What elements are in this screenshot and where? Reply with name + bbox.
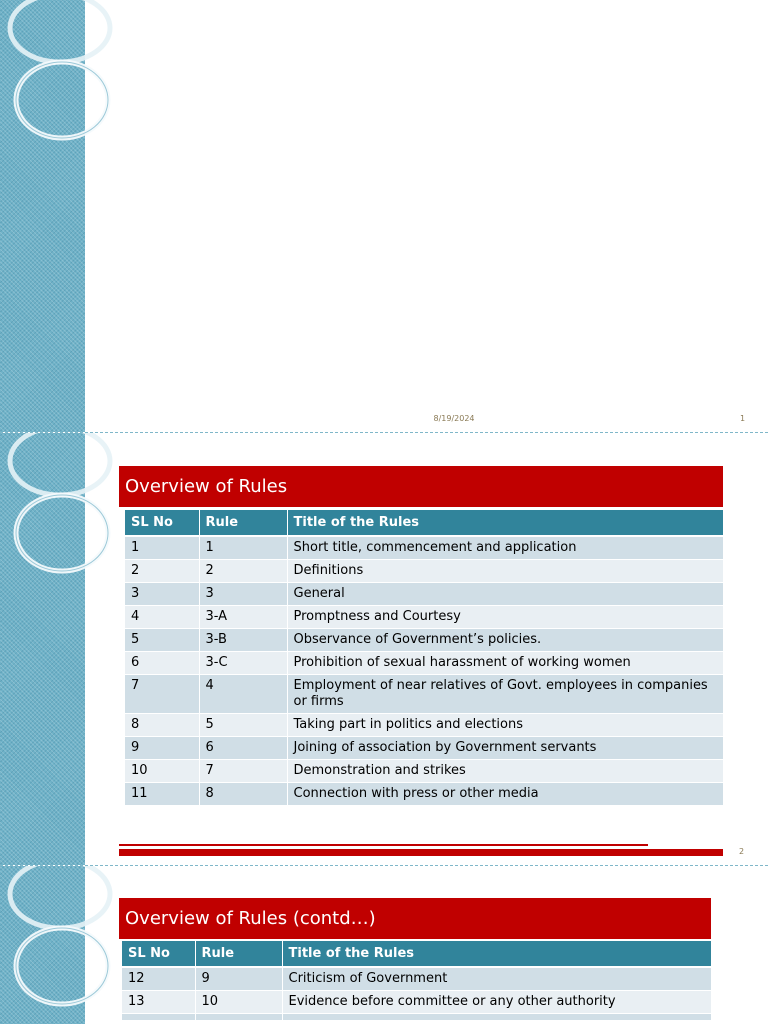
sl-no-cell: 8 [125,714,199,737]
slide-title: Overview of Rules (contd…) [119,898,711,939]
side-pattern-band [0,433,85,865]
table-row [125,737,723,760]
rule-cell: 6 [199,737,287,760]
rule-cell: 3-B [199,629,287,652]
title-cell: Employment of near relatives of Govt. employees in companies or firms [287,675,723,714]
rule-cell [195,1014,282,1021]
title-cell: Promptness and Courtesy [287,606,723,629]
rule-cell: 4 [199,675,287,714]
page-number: 2 [739,847,745,856]
sl-no-cell: 4 [125,606,199,629]
sl-no-cell: 6 [125,652,199,675]
side-pattern-band [0,866,85,1024]
table-header-row [122,941,711,967]
sl-no-cell: 1 [125,536,199,560]
title-cell: Short title, commencement and application [287,536,723,560]
rule-cell: 3-A [199,606,287,629]
slide-3 [0,866,768,1024]
ring-decoration-icon [0,0,120,432]
rule-cell: 3-C [199,652,287,675]
sl-no-cell [122,1014,195,1021]
footer-line [119,844,648,846]
rule-cell: 9 [195,967,282,991]
title-cell: Observance of Government’s policies. [287,629,723,652]
ring-decoration-icon [0,433,120,865]
table-row [125,583,723,606]
rules-table [125,510,723,806]
title-cell: Connection with press or other media [287,783,723,806]
sl-no-cell: 12 [122,967,195,991]
sl-no-cell: 3 [125,583,199,606]
title-cell: Prohibition of sexual harassment of working women [287,652,723,675]
table-row [122,1014,711,1021]
sl-no-cell: 9 [125,737,199,760]
rule-cell: 3 [199,583,287,606]
table-row [125,629,723,652]
table-row [125,560,723,583]
table-row [125,675,723,714]
column-header: SL No [122,941,195,967]
column-header: Rule [199,510,287,536]
column-header: Title of the Rules [287,510,723,536]
table-row [125,783,723,806]
table-row [125,714,723,737]
rule-cell: 8 [199,783,287,806]
ring-decoration-icon [0,866,120,1024]
table-row [125,606,723,629]
sl-no-cell: 7 [125,675,199,714]
column-header: SL No [125,510,199,536]
title-cell: Criticism of Government [282,967,711,991]
title-cell [282,1014,711,1021]
footer-date: 8/19/2024 [433,414,475,423]
table-row [125,536,723,560]
sl-no-cell: 2 [125,560,199,583]
rule-cell: 10 [195,991,282,1014]
sl-no-cell: 13 [122,991,195,1014]
sl-no-cell: 11 [125,783,199,806]
rules-table [122,941,711,1021]
title-cell: Evidence before committee or any other authority [282,991,711,1014]
rule-cell: 2 [199,560,287,583]
sl-no-cell: 5 [125,629,199,652]
slide-1 [0,0,768,432]
column-header: Title of the Rules [282,941,711,967]
title-cell: General [287,583,723,606]
title-cell: Definitions [287,560,723,583]
column-header: Rule [195,941,282,967]
table-row [125,652,723,675]
table-header-row [125,510,723,536]
page-number: 1 [740,414,746,423]
footer-bar [119,849,723,856]
rule-cell: 5 [199,714,287,737]
title-cell: Joining of association by Government servants [287,737,723,760]
table-row [125,760,723,783]
side-pattern-band [0,0,85,432]
title-cell: Taking part in politics and elections [287,714,723,737]
title-cell: Demonstration and strikes [287,760,723,783]
table-row [122,967,711,991]
table-row [122,991,711,1014]
sl-no-cell: 10 [125,760,199,783]
slide-title: Overview of Rules [119,466,723,507]
slide-2 [0,433,768,865]
rule-cell: 1 [199,536,287,560]
rule-cell: 7 [199,760,287,783]
